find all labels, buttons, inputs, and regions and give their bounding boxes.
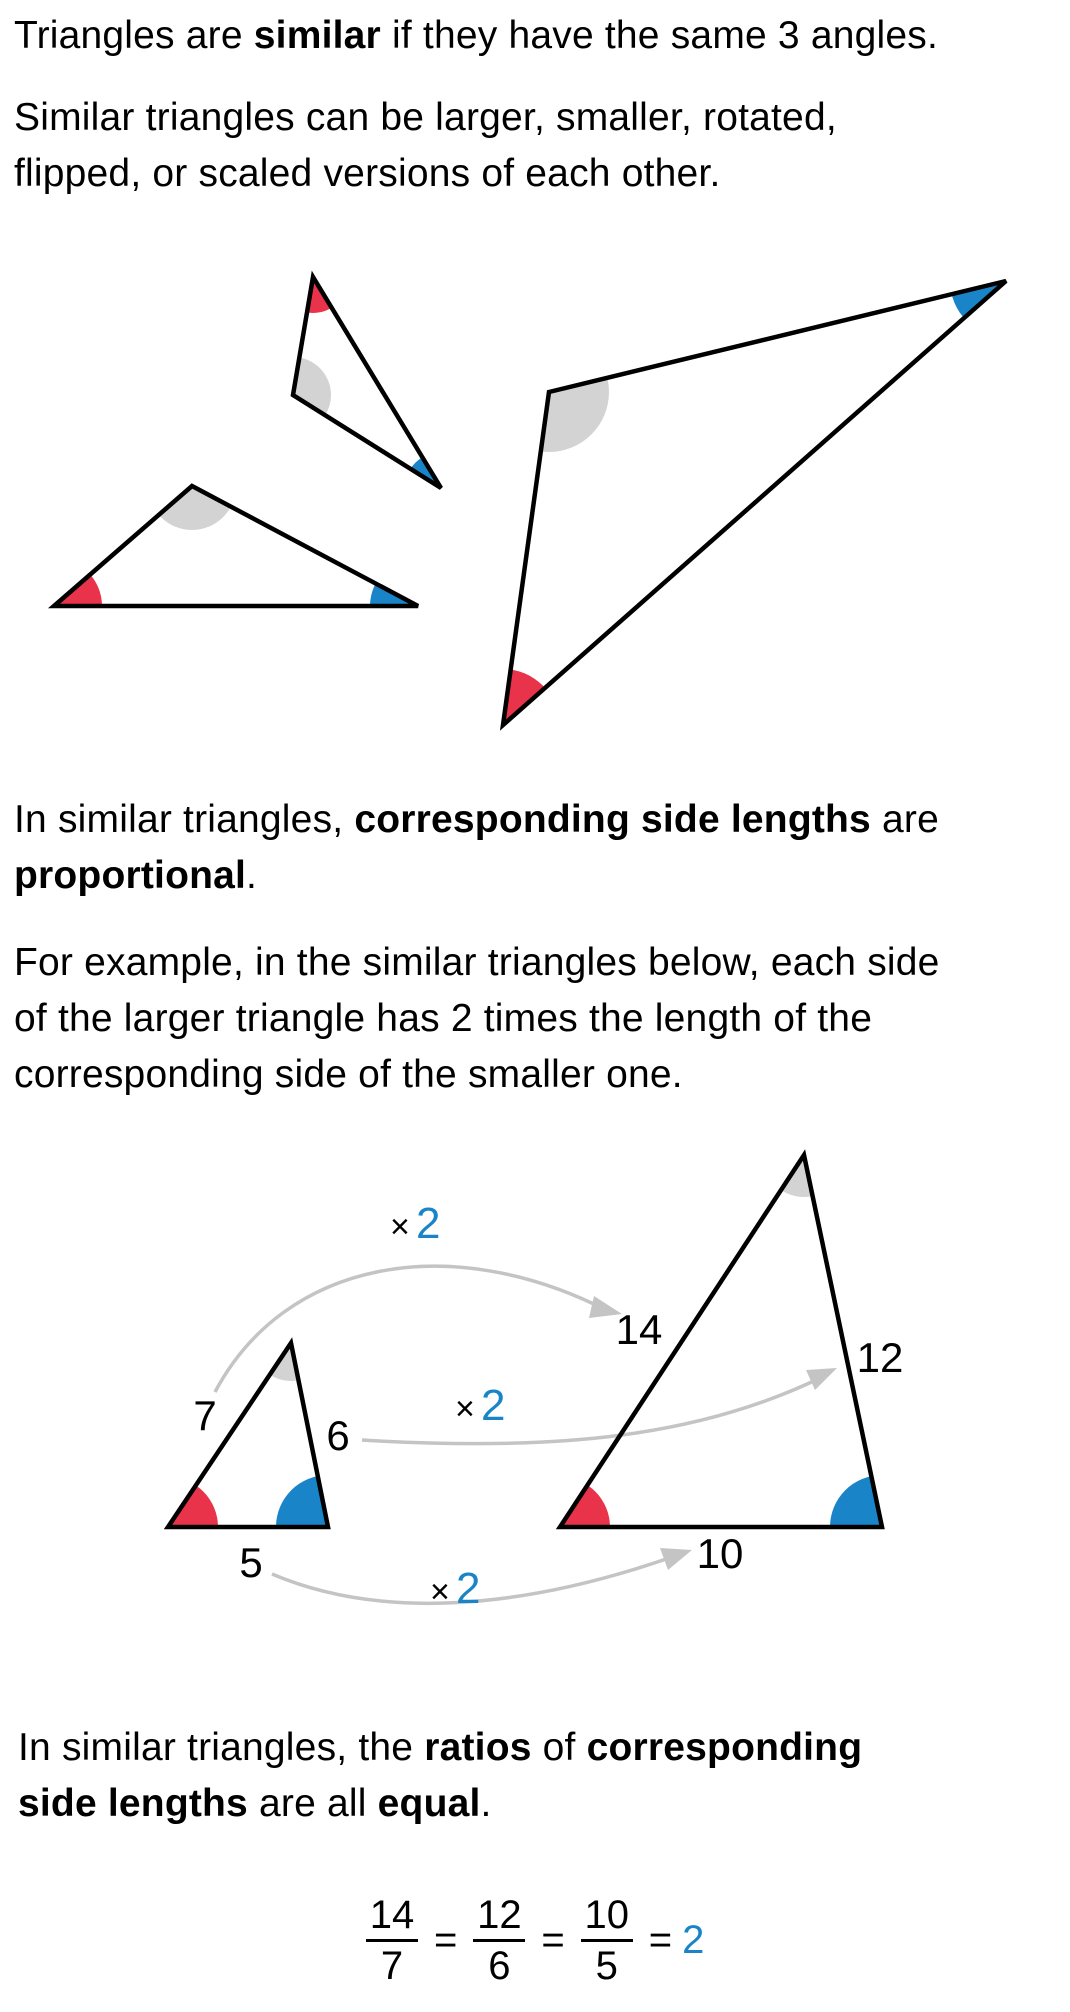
large-side-left-label: 14 xyxy=(615,1306,663,1353)
text: . xyxy=(480,1782,492,1825)
term-corresponding-side-lengths: corresponding side lengths xyxy=(354,798,871,841)
arrow-right-side xyxy=(362,1378,820,1444)
ratio-result: 2 xyxy=(682,1917,705,1962)
text-line: of the larger triangle has 2 times the length of the xyxy=(14,997,873,1040)
triangle-c xyxy=(503,281,1006,725)
triangle-a xyxy=(54,486,418,606)
text-line: corresponding side of the smaller one. xyxy=(14,1053,683,1096)
text: In similar triangles, xyxy=(14,798,355,841)
similar-triangles-figure xyxy=(0,240,1070,760)
term-similar: similar xyxy=(253,14,381,57)
triangle-b-angles xyxy=(255,241,477,524)
text-line: For example, in the similar triangles below, each side xyxy=(14,941,940,984)
text: In similar triangles, the xyxy=(18,1726,425,1769)
scaling-figure xyxy=(0,1140,1070,1660)
term-equal: equal xyxy=(377,1782,481,1825)
multiplier-label-middle xyxy=(455,1381,505,1430)
small-side-left-label: 7 xyxy=(193,1392,217,1439)
fraction-10-5 xyxy=(581,1891,633,1990)
multiplier-value: 2 xyxy=(481,1381,506,1430)
denominator: 6 xyxy=(488,1943,511,1988)
gray-angle-mark xyxy=(762,1140,846,1197)
equals-sign: = xyxy=(434,1917,458,1962)
multiplier-value: 2 xyxy=(456,1564,481,1613)
text: Triangles are xyxy=(14,14,254,57)
arrow-head xyxy=(806,1368,837,1390)
fraction-14-7 xyxy=(366,1891,418,1990)
text: . xyxy=(246,854,258,897)
term-side-lengths: side lengths xyxy=(18,1782,248,1825)
times-symbol: × xyxy=(390,1208,410,1246)
arrow-head xyxy=(660,1548,692,1570)
text: are all xyxy=(247,1782,378,1825)
proportional-statement xyxy=(14,792,1064,904)
times-symbol: × xyxy=(455,1390,475,1428)
ratios-statement xyxy=(18,1720,1068,1832)
multiplier-label-bottom xyxy=(430,1564,480,1613)
numerator: 14 xyxy=(369,1892,415,1937)
term-proportional: proportional xyxy=(14,854,247,897)
denominator: 5 xyxy=(595,1943,618,1988)
numerator: 12 xyxy=(477,1892,522,1937)
text-line: flipped, or scaled versions of each other. xyxy=(14,152,721,195)
term-corresponding: corresponding xyxy=(586,1726,863,1769)
multiplier-value: 2 xyxy=(416,1199,441,1248)
large-side-right-label: 12 xyxy=(856,1334,904,1381)
numerator: 10 xyxy=(584,1892,629,1937)
large-triangle xyxy=(560,1155,882,1527)
ratio-equation xyxy=(360,1880,704,2000)
small-side-right-label: 6 xyxy=(326,1412,350,1459)
example-description xyxy=(14,935,1064,1103)
intro-description xyxy=(14,90,1064,202)
large-side-bottom-label: 10 xyxy=(696,1530,744,1577)
text-line: Similar triangles can be larger, smaller, rotated, xyxy=(14,96,837,139)
multiplier-label-top xyxy=(390,1199,440,1248)
equals-sign: = xyxy=(648,1917,673,1962)
text: are xyxy=(870,798,939,841)
triangle-a-angles xyxy=(6,442,466,654)
small-side-bottom-label: 5 xyxy=(239,1539,263,1586)
term-ratios: ratios xyxy=(424,1726,532,1769)
denominator: 7 xyxy=(380,1943,404,1988)
text: of xyxy=(531,1726,587,1769)
intro-definition xyxy=(14,8,1064,64)
text: if they have the same 3 angles. xyxy=(380,14,939,57)
times-symbol: × xyxy=(430,1573,450,1611)
equals-sign: = xyxy=(541,1917,565,1962)
fraction-12-6 xyxy=(473,1891,525,1990)
